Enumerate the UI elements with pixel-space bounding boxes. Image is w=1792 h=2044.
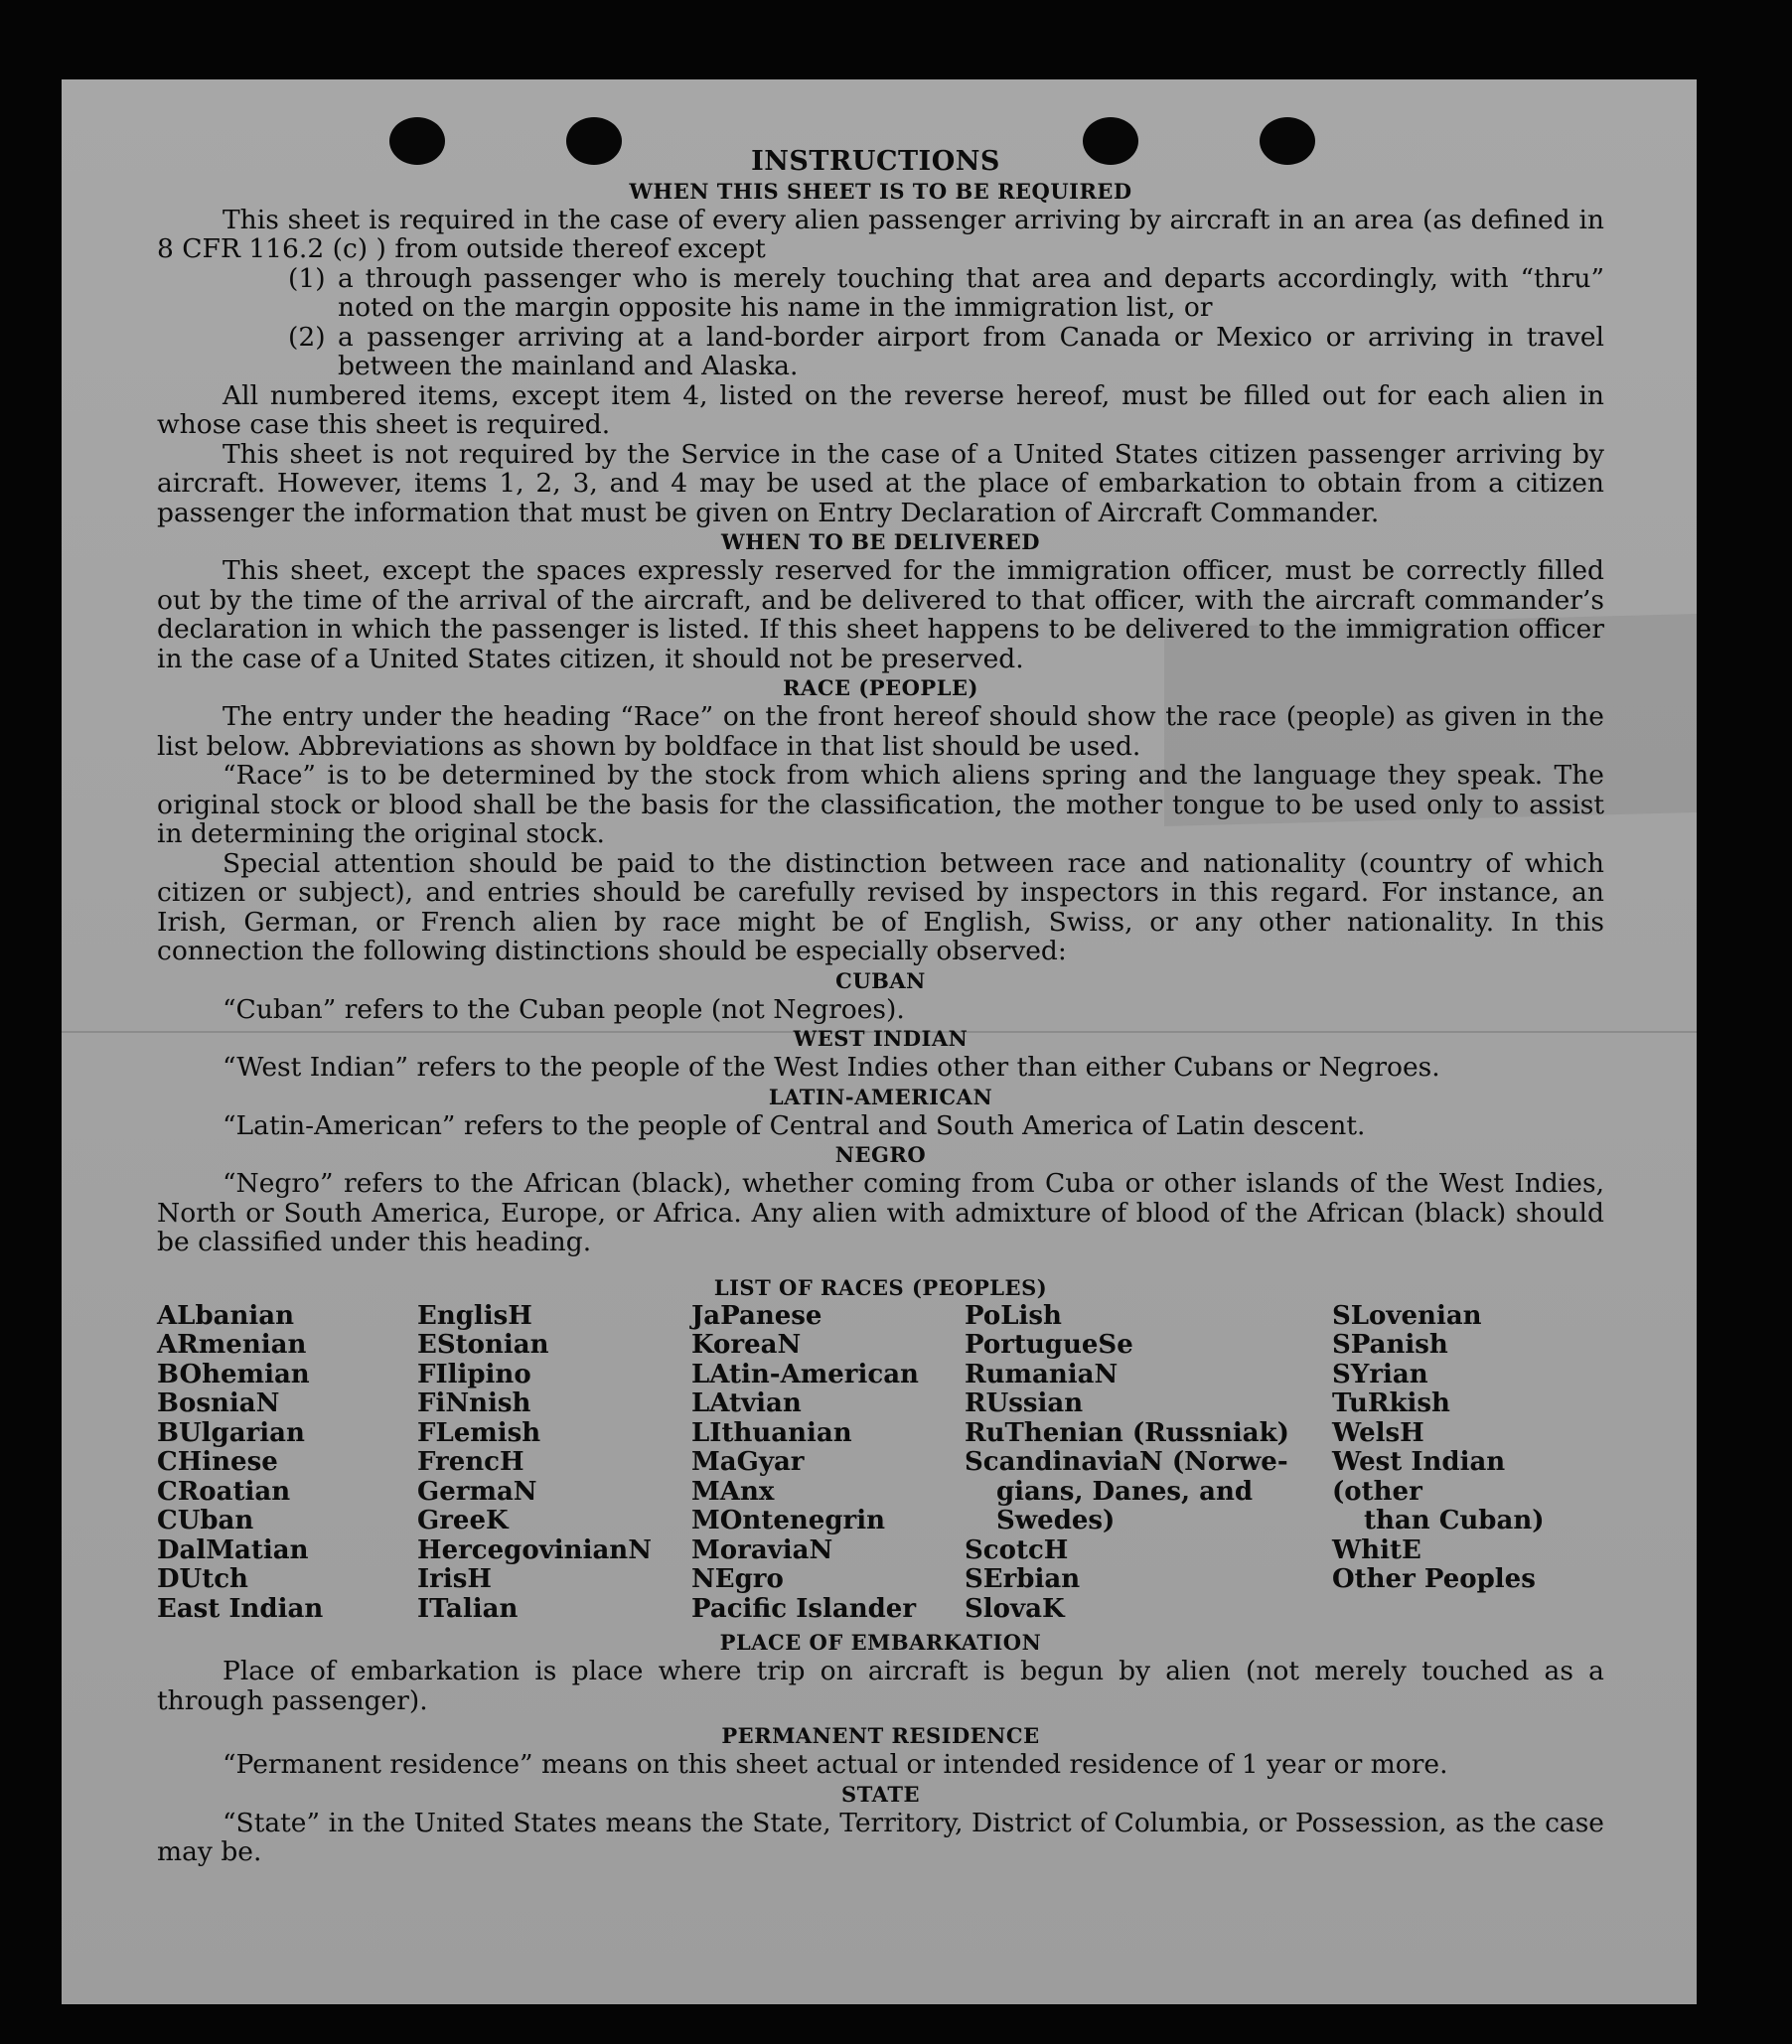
race-entry: than Cuban) (1364, 1506, 1545, 1535)
race-entry: FrencH (417, 1447, 524, 1477)
race-entry: GermaN (417, 1476, 537, 1507)
section-heading-latin-american: LATIN-AMERICAN (768, 1084, 993, 1109)
race-list (157, 1302, 1604, 1625)
race-column (157, 1302, 417, 1625)
race-entry: RumaniaN (965, 1359, 1119, 1389)
race-entry: DalMatian (157, 1534, 309, 1565)
race-column (965, 1302, 1332, 1625)
section-heading-cuban: CUBAN (835, 967, 926, 993)
race-entry: EnglisH (417, 1300, 532, 1331)
race-entry: MoraviaN (691, 1534, 833, 1565)
paragraph: “West Indian” refers to the people of the West Indies other than either Cubans or Negroes. (223, 1052, 1440, 1083)
race-entry: MaGyar (691, 1447, 805, 1477)
race-entry: Other Peoples (1332, 1564, 1536, 1594)
race-entry: BOhemian (157, 1359, 310, 1389)
section-heading-race: RACE (PEOPLE) (783, 675, 978, 700)
race-entry: IrisH (417, 1564, 492, 1594)
race-entry: CHinese (157, 1447, 278, 1477)
instructions-content (157, 147, 1604, 1867)
race-entry: LAtvian (691, 1388, 802, 1418)
section-heading-residence: PERMANENT RESIDENCE (721, 1723, 1040, 1748)
race-entry: NEgro (691, 1564, 784, 1594)
paragraph: This sheet, except the spaces expressly reserved for the immigration officer, must be correctly filled out by the time of the arrival of the aircraft, and be delivered to that officer, with the aircraft commander’s declaration in which the passenger is listed. If this sheet happens to be delivered to the immigration officer in the case of a United States citizen, it should not be preserved. (157, 555, 1604, 674)
section-heading-when-required: WHEN THIS SHEET IS TO BE REQUIRED (629, 178, 1132, 204)
paragraph: “Cuban” refers to the Cuban people (not Negroes). (223, 993, 905, 1025)
race-entry: ITalian (417, 1593, 519, 1624)
race-entry: DUtch (157, 1564, 248, 1594)
race-entry: SLovenian (1332, 1300, 1482, 1331)
race-entry: ARmenian (157, 1330, 307, 1360)
list-item (157, 264, 1604, 323)
race-entry: PoLish (965, 1300, 1062, 1331)
race-entry: KoreaN (691, 1330, 802, 1360)
race-entry: EStonian (417, 1330, 549, 1360)
race-entry: FLemish (417, 1417, 541, 1448)
race-entry: RUssian (965, 1388, 1084, 1418)
race-entry: SPanish (1332, 1330, 1448, 1360)
race-column (1332, 1302, 1600, 1625)
race-entry: SErbian (965, 1564, 1081, 1594)
paragraph: All numbered items, except item 4, listed on the reverse hereof, must be filled out for each alien in whose case this sheet is required. (157, 379, 1604, 440)
race-entry: ScotcH (965, 1534, 1069, 1565)
item-number: (2) (288, 321, 326, 353)
paragraph: “Permanent residence” means on this sheet actual or intended residence of 1 year or more. (223, 1749, 1448, 1780)
race-entry: CUban (157, 1506, 254, 1535)
section-heading-list-of-races: LIST OF RACES (PEOPLES) (713, 1274, 1048, 1300)
section-heading-west-indian: WEST INDIAN (793, 1026, 969, 1051)
paragraph: Place of embarkation is place where trip on aircraft is begun by alien (not merely touched as a through passenger). (157, 1656, 1604, 1716)
race-entry: gians, Danes, and (996, 1476, 1254, 1507)
section-heading-when-delivered: WHEN TO BE DELIVERED (720, 529, 1040, 554)
paragraph: This sheet is not required by the Service in the case of a United States citizen passenger arriving by aircraft. However, items 1, 2, 3, and 4 may be used at the place of embarkation to obtain from a citizen passenger the information that must be given on Entry Declaration of Aircraft Commander. (157, 438, 1604, 528)
race-entry: East Indian (157, 1593, 324, 1624)
race-entry: GreeK (417, 1506, 509, 1535)
race-entry: RuThenian (Russniak) (965, 1417, 1289, 1448)
race-entry: Pacific Islander (691, 1593, 917, 1624)
race-entry: MAnx (691, 1476, 775, 1507)
race-entry: MOntenegrin (691, 1506, 885, 1535)
race-entry: JaPanese (691, 1300, 822, 1331)
item-text: a through passenger who is merely touching that area and departs accordingly, with “thru” noted on the margin opposite his name in the immigration list, or (338, 262, 1604, 323)
paragraph: The entry under the heading “Race” on the front hereof should show the race (people) as given in the list below. Abbreviations as shown by boldface in that list should be used. (157, 701, 1604, 762)
race-entry: PortugueSe (965, 1330, 1133, 1360)
race-entry: WhitE (1332, 1534, 1421, 1565)
race-entry: CRoatian (157, 1476, 291, 1507)
race-column (417, 1302, 691, 1625)
race-entry: WelsH (1332, 1417, 1424, 1448)
paragraph: “Latin-American” refers to the people of Central and South America of Latin descent. (223, 1109, 1366, 1141)
paragraph: Special attention should be paid to the distinction between race and nationality (country of which citizen or subject), and entries should be carefully revised by inspectors in this regard. For instance, an Irish, German, or French alien by race might be of English, Swiss, or any other nationality. In this connection the following distinctions should be especially observed: (157, 847, 1604, 966)
section-heading-embarkation: PLACE OF EMBARKATION (719, 1630, 1042, 1655)
section-heading-state: STATE (841, 1781, 920, 1807)
race-entry: LAtin-American (691, 1359, 919, 1389)
race-entry: Swedes) (996, 1506, 1116, 1535)
item-number: (1) (288, 262, 326, 294)
paragraph: This sheet is required in the case of every alien passenger arriving by aircraft in an area (as defined in 8 CFR 116.2 (c) ) from outside thereof except (157, 204, 1604, 264)
race-entry: HercegovinianN (417, 1534, 652, 1565)
document-sheet (62, 79, 1697, 2004)
race-entry: BUlgarian (157, 1417, 305, 1448)
paragraph: “State” in the United States means the State, Territory, District of Columbia, or Possession, as the case may be. (157, 1807, 1604, 1867)
race-entry: FIlipino (417, 1359, 531, 1389)
paragraph: “Negro” refers to the African (black), whether coming from Cuba or other islands of the West Indies, North or South America, Europe, or Africa. Any alien with admixture of blood of the African (black) should be classified under this heading. (157, 1168, 1604, 1257)
race-entry: SlovaK (965, 1593, 1065, 1624)
race-entry: ScandinaviaN (Norwe- (965, 1447, 1288, 1477)
section-heading-negro: NEGRO (834, 1142, 927, 1167)
list-item (157, 323, 1604, 381)
page-title: INSTRUCTIONS (751, 146, 1000, 177)
race-entry: LIthuanian (691, 1417, 852, 1448)
paragraph: “Race” is to be determined by the stock from which aliens spring and the language they speak. The original stock or blood shall be the basis for the classification, the mother tongue to be used only to assist in determining the original stock. (157, 760, 1604, 849)
race-entry: West Indian (other (1332, 1447, 1506, 1507)
race-column (691, 1302, 965, 1625)
race-entry: SYrian (1332, 1359, 1428, 1389)
race-entry: TuRkish (1332, 1388, 1450, 1418)
race-entry: BosniaN (157, 1388, 280, 1418)
item-text: a passenger arriving at a land-border airport from Canada or Mexico or arriving in travel between the mainland and Alaska. (338, 321, 1604, 381)
race-entry: ALbanian (157, 1300, 295, 1331)
race-entry: FiNnish (417, 1388, 531, 1418)
